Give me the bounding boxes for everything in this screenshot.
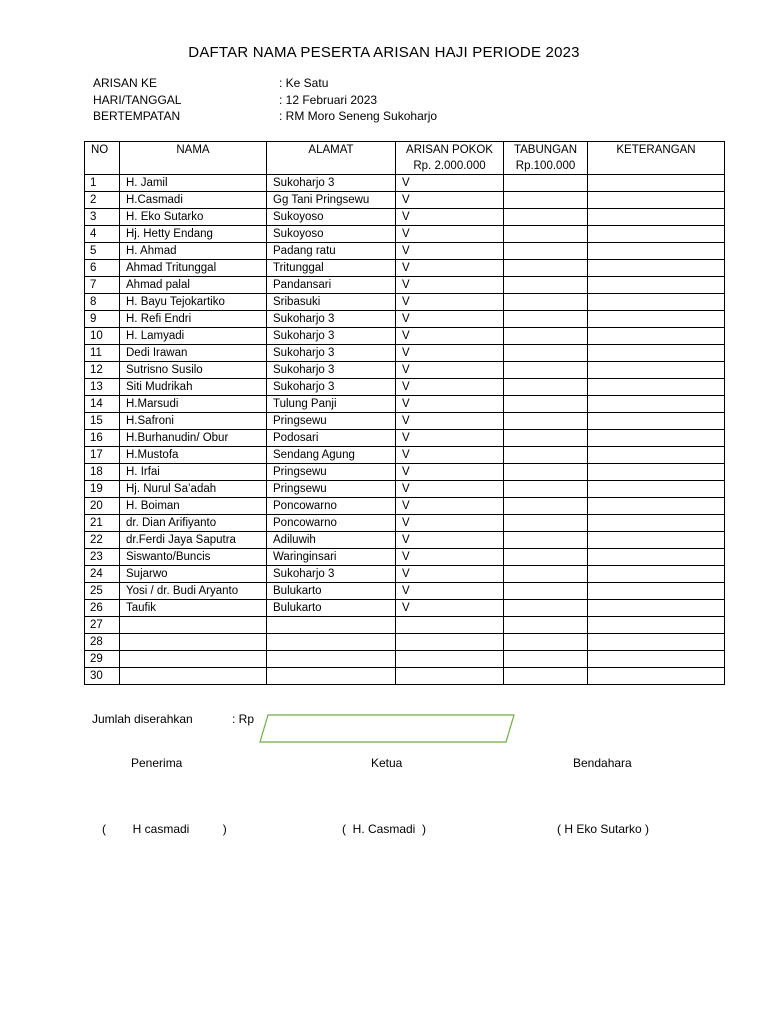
cell-keterangan (588, 668, 725, 685)
cell-nama: Sutrisno Susilo (120, 362, 267, 379)
cell-keterangan (588, 549, 725, 566)
cell-keterangan (588, 379, 725, 396)
cell-nama: H. Ahmad (120, 243, 267, 260)
cell-arisan-pokok: V (396, 464, 504, 481)
table-row (85, 277, 725, 294)
cell-tabungan (504, 600, 588, 617)
meta-row-hari-tanggal (93, 93, 437, 110)
cell-keterangan (588, 396, 725, 413)
cell-alamat: Tritunggal (267, 260, 396, 277)
cell-tabungan (504, 175, 588, 192)
cell-keterangan (588, 617, 725, 634)
header-nama: NAMA (120, 142, 267, 175)
cell-arisan-pokok: V (396, 328, 504, 345)
cell-alamat: Sukoharjo 3 (267, 345, 396, 362)
cell-keterangan (588, 294, 725, 311)
meta-row-arisan-ke (93, 76, 437, 93)
cell-tabungan (504, 311, 588, 328)
table-row (85, 192, 725, 209)
cell-alamat: Sribasuki (267, 294, 396, 311)
cell-nama: H. Eko Sutarko (120, 209, 267, 226)
table-row (85, 413, 725, 430)
header-alamat: ALAMAT (267, 142, 396, 175)
cell-keterangan (588, 277, 725, 294)
table-row (85, 651, 725, 668)
cell-alamat: Waringinsari (267, 549, 396, 566)
cell-keterangan (588, 634, 725, 651)
cell-arisan-pokok: V (396, 396, 504, 413)
cell-arisan-pokok: V (396, 430, 504, 447)
rp-label: : Rp (232, 712, 255, 726)
cell-nama: dr.Ferdi Jaya Saputra (120, 532, 267, 549)
meta-value: : Ke Satu (279, 76, 329, 90)
header-tabungan: TABUNGAN Rp.100.000 (504, 142, 588, 175)
cell-keterangan (588, 651, 725, 668)
table-row (85, 634, 725, 651)
cell-arisan-pokok: V (396, 515, 504, 532)
cell-tabungan (504, 583, 588, 600)
cell-keterangan (588, 464, 725, 481)
cell-nama (120, 651, 267, 668)
cell-keterangan (588, 192, 725, 209)
table-row (85, 243, 725, 260)
cell-no: 30 (85, 668, 120, 685)
cell-keterangan (588, 311, 725, 328)
ketua-label: Ketua (371, 756, 403, 770)
cell-no: 1 (85, 175, 120, 192)
cell-tabungan (504, 634, 588, 651)
cell-no: 18 (85, 464, 120, 481)
cell-arisan-pokok: V (396, 311, 504, 328)
cell-tabungan (504, 549, 588, 566)
cell-alamat: Sukoharjo 3 (267, 566, 396, 583)
cell-no: 20 (85, 498, 120, 515)
table-row (85, 260, 725, 277)
cell-no: 15 (85, 413, 120, 430)
cell-alamat: Gg Tani Pringsewu (267, 192, 396, 209)
cell-nama: Hj. Hetty Endang (120, 226, 267, 243)
cell-no: 25 (85, 583, 120, 600)
cell-tabungan (504, 617, 588, 634)
table-row (85, 617, 725, 634)
cell-tabungan (504, 515, 588, 532)
cell-nama (120, 617, 267, 634)
cell-arisan-pokok (396, 617, 504, 634)
cell-arisan-pokok: V (396, 226, 504, 243)
cell-nama: H. Irfai (120, 464, 267, 481)
cell-tabungan (504, 226, 588, 243)
cell-keterangan (588, 600, 725, 617)
cell-nama (120, 634, 267, 651)
cell-no: 3 (85, 209, 120, 226)
cell-nama: Yosi / dr. Budi Aryanto (120, 583, 267, 600)
meta-label: HARI/TANGGAL (93, 92, 182, 107)
penerima-name: ( H casmadi ) (102, 822, 227, 836)
cell-keterangan (588, 583, 725, 600)
cell-nama: Ahmad palal (120, 277, 267, 294)
cell-tabungan (504, 481, 588, 498)
cell-tabungan (504, 464, 588, 481)
cell-no: 5 (85, 243, 120, 260)
cell-keterangan (588, 260, 725, 277)
cell-tabungan (504, 396, 588, 413)
cell-no: 16 (85, 430, 120, 447)
cell-tabungan (504, 192, 588, 209)
cell-alamat: Sukoyoso (267, 209, 396, 226)
cell-keterangan (588, 498, 725, 515)
cell-arisan-pokok: V (396, 481, 504, 498)
table-row (85, 447, 725, 464)
cell-no: 7 (85, 277, 120, 294)
cell-tabungan (504, 498, 588, 515)
cell-alamat: Sukoharjo 3 (267, 362, 396, 379)
table-row (85, 362, 725, 379)
cell-arisan-pokok: V (396, 379, 504, 396)
cell-arisan-pokok: V (396, 294, 504, 311)
cell-alamat: Podosari (267, 430, 396, 447)
cell-tabungan (504, 345, 588, 362)
cell-alamat (267, 668, 396, 685)
cell-keterangan (588, 532, 725, 549)
table-row (85, 175, 725, 192)
cell-alamat: Adiluwih (267, 532, 396, 549)
meta-value: : 12 Februari 2023 (279, 92, 378, 107)
cell-nama: Taufik (120, 600, 267, 617)
cell-nama: H.Safroni (120, 413, 267, 430)
cell-no: 28 (85, 634, 120, 651)
cell-tabungan (504, 379, 588, 396)
table-row (85, 311, 725, 328)
cell-nama: Sujarwo (120, 566, 267, 583)
table-row (85, 532, 725, 549)
cell-no: 21 (85, 515, 120, 532)
cell-nama: Hj. Nurul Sa’adah (120, 481, 267, 498)
cell-tabungan (504, 651, 588, 668)
cell-no: 10 (85, 328, 120, 345)
cell-keterangan (588, 481, 725, 498)
cell-alamat (267, 634, 396, 651)
cell-arisan-pokok: V (396, 260, 504, 277)
table-row (85, 226, 725, 243)
cell-keterangan (588, 328, 725, 345)
cell-keterangan (588, 515, 725, 532)
cell-alamat: Sendang Agung (267, 447, 396, 464)
cell-arisan-pokok: V (396, 498, 504, 515)
cell-tabungan (504, 294, 588, 311)
table-row (85, 566, 725, 583)
cell-no: 23 (85, 549, 120, 566)
cell-alamat: Padang ratu (267, 243, 396, 260)
cell-keterangan (588, 175, 725, 192)
bendahara-name: ( H Eko Sutarko ) (557, 822, 650, 836)
cell-tabungan (504, 566, 588, 583)
meta-row-bertempatan (93, 109, 437, 126)
cell-no: 12 (85, 362, 120, 379)
bendahara-label: Bendahara (573, 756, 632, 770)
cell-alamat: Bulukarto (267, 600, 396, 617)
table-row (85, 345, 725, 362)
table-row (85, 549, 725, 566)
cell-tabungan (504, 532, 588, 549)
cell-arisan-pokok: V (396, 209, 504, 226)
cell-tabungan (504, 413, 588, 430)
cell-arisan-pokok: V (396, 243, 504, 260)
cell-keterangan (588, 345, 725, 362)
penerima-label: Penerima (131, 756, 183, 770)
cell-nama: H. Boiman (120, 498, 267, 515)
cell-alamat: Sukoyoso (267, 226, 396, 243)
cell-alamat: Tulung Panji (267, 396, 396, 413)
cell-no: 13 (85, 379, 120, 396)
cell-arisan-pokok: V (396, 362, 504, 379)
cell-alamat: Pandansari (267, 277, 396, 294)
cell-nama: Siti Mudrikah (120, 379, 267, 396)
header-arisan-pokok: ARISAN POKOK Rp. 2.000.000 (396, 142, 504, 175)
cell-tabungan (504, 447, 588, 464)
table-row (85, 396, 725, 413)
table-row (85, 464, 725, 481)
cell-arisan-pokok: V (396, 600, 504, 617)
cell-alamat: Pringsewu (267, 464, 396, 481)
jumlah-label: Jumlah diserahkan (92, 712, 193, 726)
meta-label: ARISAN KE (93, 76, 158, 90)
cell-no: 17 (85, 447, 120, 464)
cell-nama: H. Lamyadi (120, 328, 267, 345)
cell-nama: H.Marsudi (120, 396, 267, 413)
cell-no: 24 (85, 566, 120, 583)
cell-no: 2 (85, 192, 120, 209)
cell-alamat: Sukoharjo 3 (267, 328, 396, 345)
cell-no: 19 (85, 481, 120, 498)
cell-alamat: Poncowarno (267, 515, 396, 532)
cell-no: 4 (85, 226, 120, 243)
cell-no: 8 (85, 294, 120, 311)
cell-alamat (267, 651, 396, 668)
cell-no: 14 (85, 396, 120, 413)
cell-tabungan (504, 362, 588, 379)
table-row (85, 294, 725, 311)
cell-arisan-pokok: V (396, 192, 504, 209)
cell-keterangan (588, 430, 725, 447)
meeting-info (93, 76, 437, 126)
cell-nama: H.Burhanudin/ Obur (120, 430, 267, 447)
amount-box[interactable] (258, 713, 518, 745)
cell-arisan-pokok: V (396, 345, 504, 362)
cell-tabungan (504, 668, 588, 685)
cell-nama: H.Casmadi (120, 192, 267, 209)
cell-keterangan (588, 226, 725, 243)
table-row (85, 481, 725, 498)
cell-nama: Ahmad Tritunggal (120, 260, 267, 277)
cell-keterangan (588, 447, 725, 464)
table-row (85, 328, 725, 345)
meta-label: BERTEMPATAN (93, 109, 181, 123)
cell-no: 9 (85, 311, 120, 328)
header-keterangan: KETERANGAN (588, 142, 725, 175)
cell-arisan-pokok: V (396, 583, 504, 600)
cell-no: 22 (85, 532, 120, 549)
cell-alamat: Sukoharjo 3 (267, 311, 396, 328)
cell-tabungan (504, 209, 588, 226)
participant-table (84, 141, 725, 685)
cell-arisan-pokok (396, 651, 504, 668)
cell-arisan-pokok: V (396, 566, 504, 583)
cell-arisan-pokok: V (396, 549, 504, 566)
cell-arisan-pokok: V (396, 175, 504, 192)
cell-nama: H.Mustofa (120, 447, 267, 464)
cell-keterangan (588, 243, 725, 260)
cell-nama: H. Bayu Tejokartiko (120, 294, 267, 311)
cell-keterangan (588, 209, 725, 226)
cell-tabungan (504, 243, 588, 260)
cell-alamat (267, 617, 396, 634)
cell-arisan-pokok (396, 634, 504, 651)
table-row (85, 668, 725, 685)
table-row (85, 515, 725, 532)
cell-arisan-pokok: V (396, 277, 504, 294)
cell-alamat: Sukoharjo 3 (267, 175, 396, 192)
table-row (85, 209, 725, 226)
cell-nama: Dedi Irawan (120, 345, 267, 362)
cell-no: 29 (85, 651, 120, 668)
document-title: DAFTAR NAMA PESERTA ARISAN HAJI PERIODE 2023 (188, 44, 580, 61)
ketua-name: ( H. Casmadi ) (342, 822, 427, 836)
cell-alamat: Sukoharjo 3 (267, 379, 396, 396)
table-row (85, 583, 725, 600)
meta-value: : RM Moro Seneng Sukoharjo (279, 109, 438, 123)
header-no: NO (85, 142, 120, 175)
cell-nama: Siswanto/Buncis (120, 549, 267, 566)
cell-tabungan (504, 328, 588, 345)
cell-tabungan (504, 430, 588, 447)
table-row (85, 498, 725, 515)
cell-tabungan (504, 277, 588, 294)
cell-nama: H. Refi Endri (120, 311, 267, 328)
table-row (85, 379, 725, 396)
cell-keterangan (588, 362, 725, 379)
cell-arisan-pokok: V (396, 413, 504, 430)
cell-alamat: Pringsewu (267, 413, 396, 430)
cell-no: 11 (85, 345, 120, 362)
cell-keterangan (588, 413, 725, 430)
cell-keterangan (588, 566, 725, 583)
cell-alamat: Poncowarno (267, 498, 396, 515)
cell-alamat: Bulukarto (267, 583, 396, 600)
cell-alamat: Pringsewu (267, 481, 396, 498)
cell-arisan-pokok (396, 668, 504, 685)
cell-arisan-pokok: V (396, 532, 504, 549)
cell-nama: dr. Dian Arifiyanto (120, 515, 267, 532)
table-row (85, 430, 725, 447)
cell-no: 26 (85, 600, 120, 617)
cell-arisan-pokok: V (396, 447, 504, 464)
table-header-row (85, 142, 725, 175)
table-row (85, 600, 725, 617)
cell-nama (120, 668, 267, 685)
cell-no: 6 (85, 260, 120, 277)
cell-no: 27 (85, 617, 120, 634)
cell-tabungan (504, 260, 588, 277)
cell-nama: H. Jamil (120, 175, 267, 192)
